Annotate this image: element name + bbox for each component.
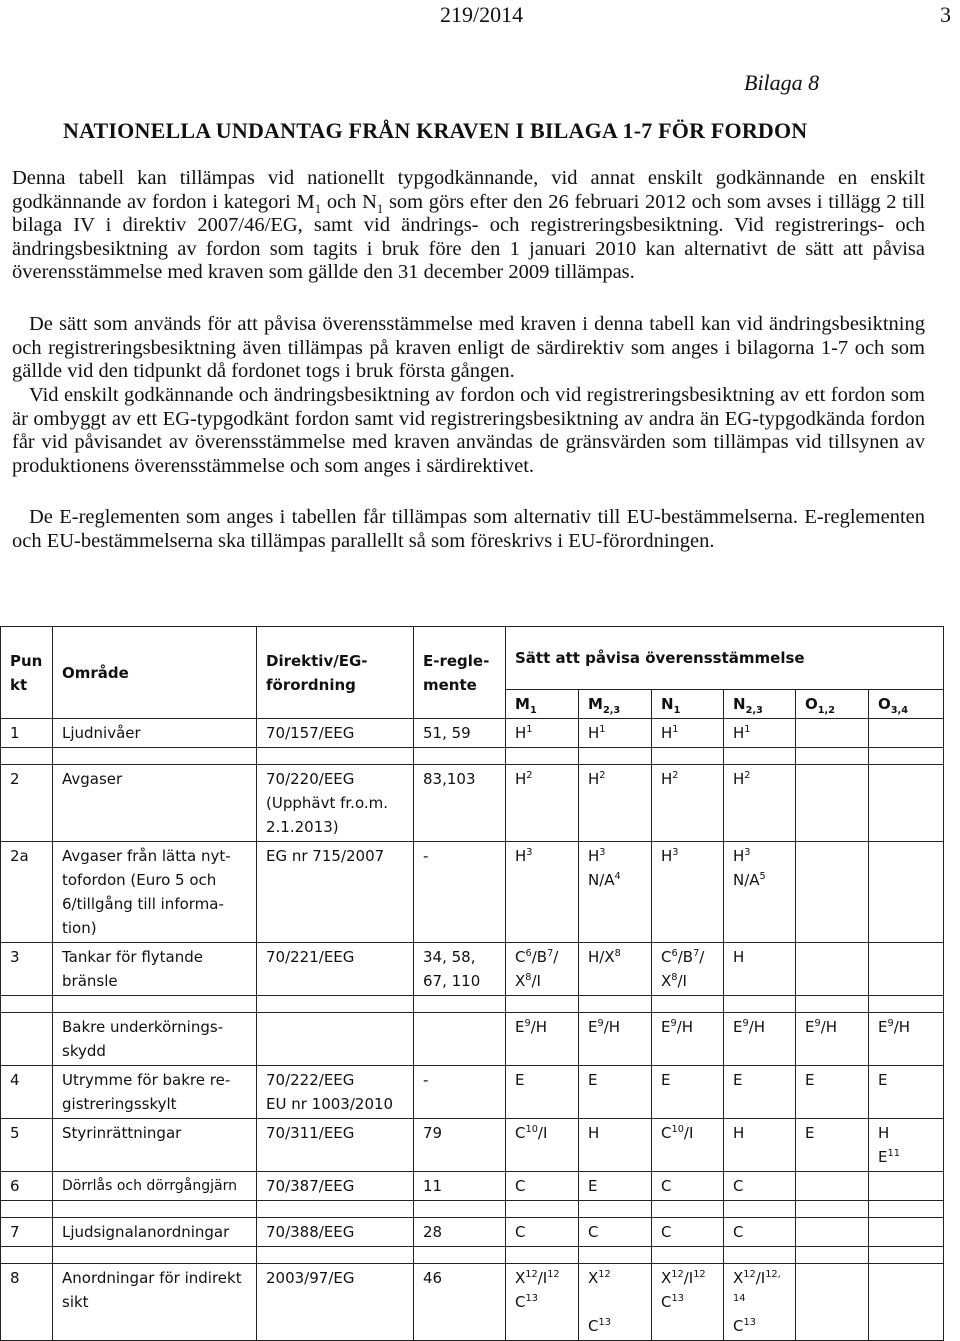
exemptions-table — [0, 626, 944, 1341]
cell-n1: E — [652, 1066, 724, 1119]
cell-n23: C — [724, 1172, 796, 1201]
row-omrade: Utrymme för bakre registreringsskylt — [53, 1066, 257, 1119]
cell-n23: $X^{12}/I^{12, 14}$ $C^{13}$ — [724, 1264, 796, 1341]
cell-o12: $E^9/H$ — [796, 1013, 869, 1066]
row-direktiv: 70/222/EEG EU nr 1003/2010 — [257, 1066, 414, 1119]
row-e-reglemente: 28 — [414, 1218, 506, 1247]
row-omrade: Ljudnivåer — [53, 719, 257, 748]
header-e-reglemente: E-regle-mente — [414, 627, 506, 719]
table-row — [1, 1066, 944, 1119]
row-punkt: 5 — [1, 1119, 53, 1172]
cell-m23: C — [579, 1218, 652, 1247]
cell-n23: $H^1$ — [724, 719, 796, 748]
cell-m1: $C^6/B^7/$ $X^8/I$ — [506, 943, 579, 996]
category-n23: $N_{2,3}$ — [724, 690, 796, 719]
row-e-reglemente: 79 — [414, 1119, 506, 1172]
cell-o12 — [796, 1172, 869, 1201]
table-row — [1, 1172, 944, 1201]
cell-n23: H — [724, 1119, 796, 1172]
row-punkt: 3 — [1, 943, 53, 996]
cell-m23: $H^3$ $N/A^4$ — [579, 842, 652, 943]
row-e-reglemente: 51, 59 — [414, 719, 506, 748]
cell-m1: $X^{12}/I^{12}$ $C^{13}$ — [506, 1264, 579, 1341]
cell-n1: $C^{10}/I$ — [652, 1119, 724, 1172]
row-punkt: 2a — [1, 842, 53, 943]
cell-m23: E — [579, 1172, 652, 1201]
cell-o34: E — [869, 1066, 944, 1119]
journal-number: 219/2014 — [440, 2, 524, 27]
cell-m1: C — [506, 1172, 579, 1201]
cell-o12 — [796, 842, 869, 943]
cell-n1: $C^6/B^7/$ $X^8/I$ — [652, 943, 724, 996]
header-satt: Sätt att påvisa överensstämmelse — [506, 627, 944, 690]
cell-o12 — [796, 765, 869, 842]
cell-o12 — [796, 1218, 869, 1247]
row-omrade: Avgaser — [53, 765, 257, 842]
intro-paragraph: Denna tabell kan tillämpas vid nationellt typgodkännande, vid annat enskilt godkännande en enskilt godkännande av fordon i kategori $M_1$ och $N_1$ som görs efter den 26 februari 2012 och som avses i tillägg 2 till bilaga IV i direktiv 2007/46/EG, samt vid ändrings- och registreringsbesiktning. Vid registrerings- och ändringsbesiktning av fordon som tagits i bruk före den 1 januari 2010 kan alternativt de sätt att påvisa överensstämmelse med kraven som gällde den 31 december 2009 tillämpas. — [12, 167, 926, 283]
category-o12: $O_{1,2}$ — [796, 690, 869, 719]
cell-n1: C — [652, 1218, 724, 1247]
cell-o34 — [869, 1218, 944, 1247]
table-row — [1, 1218, 944, 1247]
spacer-row — [1, 1201, 944, 1218]
row-punkt: 6 — [1, 1172, 53, 1201]
row-direktiv: 70/157/EEG — [257, 719, 414, 748]
cell-n23: $H^3$ $N/A^5$ — [724, 842, 796, 943]
cell-o34: $E^9/H$ — [869, 1013, 944, 1066]
row-punkt: 7 — [1, 1218, 53, 1247]
table-row — [1, 1013, 944, 1066]
page-number: 3 — [940, 2, 951, 27]
cell-m23: $X^{12}$ $C^{13}$ — [579, 1264, 652, 1341]
row-omrade: Avgaser från lätta nyttofordon (Euro 5 och 6/tillgång till information) — [53, 842, 257, 943]
row-direktiv: 70/220/EEG (Upphävt fr.o.m. 2.1.2013) — [257, 765, 414, 842]
cell-m23: H — [579, 1119, 652, 1172]
row-direktiv: 70/387/EEG — [257, 1172, 414, 1201]
row-punkt: 2 — [1, 765, 53, 842]
cell-o34 — [869, 719, 944, 748]
cell-n1: $H^1$ — [652, 719, 724, 748]
row-e-reglemente: 83,103 — [414, 765, 506, 842]
row-direktiv: 2003/97/EG — [257, 1264, 414, 1341]
category-n1: $N_1$ — [652, 690, 724, 719]
table-row — [1, 842, 944, 943]
cell-n23: H — [724, 943, 796, 996]
cell-o34 — [869, 842, 944, 943]
cell-n23: $E^9/H$ — [724, 1013, 796, 1066]
document-title: NATIONELLA UNDANTAG FRÅN KRAVEN I BILAGA 1-7 FÖR FORDON — [63, 118, 808, 143]
paragraph-limits: Vid enskilt godkännande och ändringsbesiktning av fordon och vid registreringsbesiktning av ett fordon som är ombyggt av ett EG-typgodkänt fordon samt vid registreringsbesiktning av andra än EG-typgodkända fordon får vid påvisandet av överensstämmelse med kraven användas de gränsvärden som tillämpas vid tillsynen av produktionens överensstämmelse och som anges i särdirektivet. — [12, 384, 925, 477]
spacer-row — [1, 996, 944, 1013]
cell-n1: $E^9/H$ — [652, 1013, 724, 1066]
table-row — [1, 719, 944, 748]
table-row — [1, 943, 944, 996]
row-punkt: 4 — [1, 1066, 53, 1119]
paragraph-e-regulations: De E-reglementen som anges i tabellen får tillämpas som alternativ till EU-bestämmelserna. E-reglementen och EU-bestämmelserna ska tillämpas parallellt så som föreskrivs i EU-förordningen. — [12, 506, 925, 552]
cell-o12: E — [796, 1066, 869, 1119]
cell-o12 — [796, 719, 869, 748]
row-punkt: 1 — [1, 719, 53, 748]
cell-m1: $H^3$ — [506, 842, 579, 943]
cell-o34 — [869, 943, 944, 996]
cell-m23: $H^2$ — [579, 765, 652, 842]
cell-m23: $E^9/H$ — [579, 1013, 652, 1066]
cell-o34 — [869, 1264, 944, 1341]
cell-m23: E — [579, 1066, 652, 1119]
cell-n1: $X^{12}/I^{12}$ $C^{13}$ — [652, 1264, 724, 1341]
row-omrade: Dörrlås och dörrgångjärn — [53, 1172, 257, 1201]
table-row — [1, 765, 944, 842]
row-omrade: Anordningar för indirekt sikt — [53, 1264, 257, 1341]
row-omrade: Ljudsignalanordningar — [53, 1218, 257, 1247]
cell-o12: E — [796, 1119, 869, 1172]
cell-n23: $H^2$ — [724, 765, 796, 842]
row-punkt: 8 — [1, 1264, 53, 1341]
cell-o34 — [869, 1172, 944, 1201]
row-e-reglemente — [414, 1013, 506, 1066]
cell-m1: $H^2$ — [506, 765, 579, 842]
cell-n1: $H^2$ — [652, 765, 724, 842]
row-e-reglemente: - — [414, 1066, 506, 1119]
cell-o34: H $E^{11}$ — [869, 1119, 944, 1172]
cell-m1: $C^{10}/I$ — [506, 1119, 579, 1172]
cell-n1: C — [652, 1172, 724, 1201]
cell-m23: $H/X^8$ — [579, 943, 652, 996]
row-e-reglemente: - — [414, 842, 506, 943]
table-row — [1, 1264, 944, 1341]
row-omrade: Bakre underkörningsskydd — [53, 1013, 257, 1066]
spacer-row — [1, 1247, 944, 1264]
paragraph-methods: De sätt som används för att påvisa överensstämmelse med kraven i denna tabell kan vid ändringsbesiktning och registreringsbesiktning även tillämpas på kraven enligt de särdirektiv som anges i bilagorna 1-7 och som gällde vid den tidpunkt då fordonet togs i bruk första gången. — [12, 313, 925, 382]
row-direktiv — [257, 1013, 414, 1066]
cell-o12 — [796, 943, 869, 996]
row-omrade: Styrinrättningar — [53, 1119, 257, 1172]
header-punkt: Pun kt — [1, 627, 53, 719]
cell-n23: C — [724, 1218, 796, 1247]
row-e-reglemente: 34, 58, 67, 110 — [414, 943, 506, 996]
row-punkt — [1, 1013, 53, 1066]
cell-n23: E — [724, 1066, 796, 1119]
category-m23: $M_{2,3}$ — [579, 690, 652, 719]
row-direktiv: 70/221/EEG — [257, 943, 414, 996]
spacer-row — [1, 748, 944, 765]
row-direktiv: EG nr 715/2007 — [257, 842, 414, 943]
cell-m1: $H^1$ — [506, 719, 579, 748]
cell-m1: E — [506, 1066, 579, 1119]
row-direktiv: 70/311/EEG — [257, 1119, 414, 1172]
category-o34: $O_{3,4}$ — [869, 690, 944, 719]
table-header-row — [1, 627, 944, 690]
table-row — [1, 1119, 944, 1172]
row-e-reglemente: 46 — [414, 1264, 506, 1341]
annex-label: Bilaga 8 — [744, 70, 820, 95]
header-omrade: Område — [53, 627, 257, 719]
cell-o34 — [869, 765, 944, 842]
category-m1: $M_1$ — [506, 690, 579, 719]
row-direktiv: 70/388/EEG — [257, 1218, 414, 1247]
cell-n1: $H^3$ — [652, 842, 724, 943]
cell-m1: $E^9/H$ — [506, 1013, 579, 1066]
cell-m1: C — [506, 1218, 579, 1247]
cell-o12 — [796, 1264, 869, 1341]
cell-m23: $H^1$ — [579, 719, 652, 748]
row-e-reglemente: 11 — [414, 1172, 506, 1201]
header-direktiv: Direktiv/EG-förordning — [257, 627, 414, 719]
row-omrade: Tankar för flytande bränsle — [53, 943, 257, 996]
